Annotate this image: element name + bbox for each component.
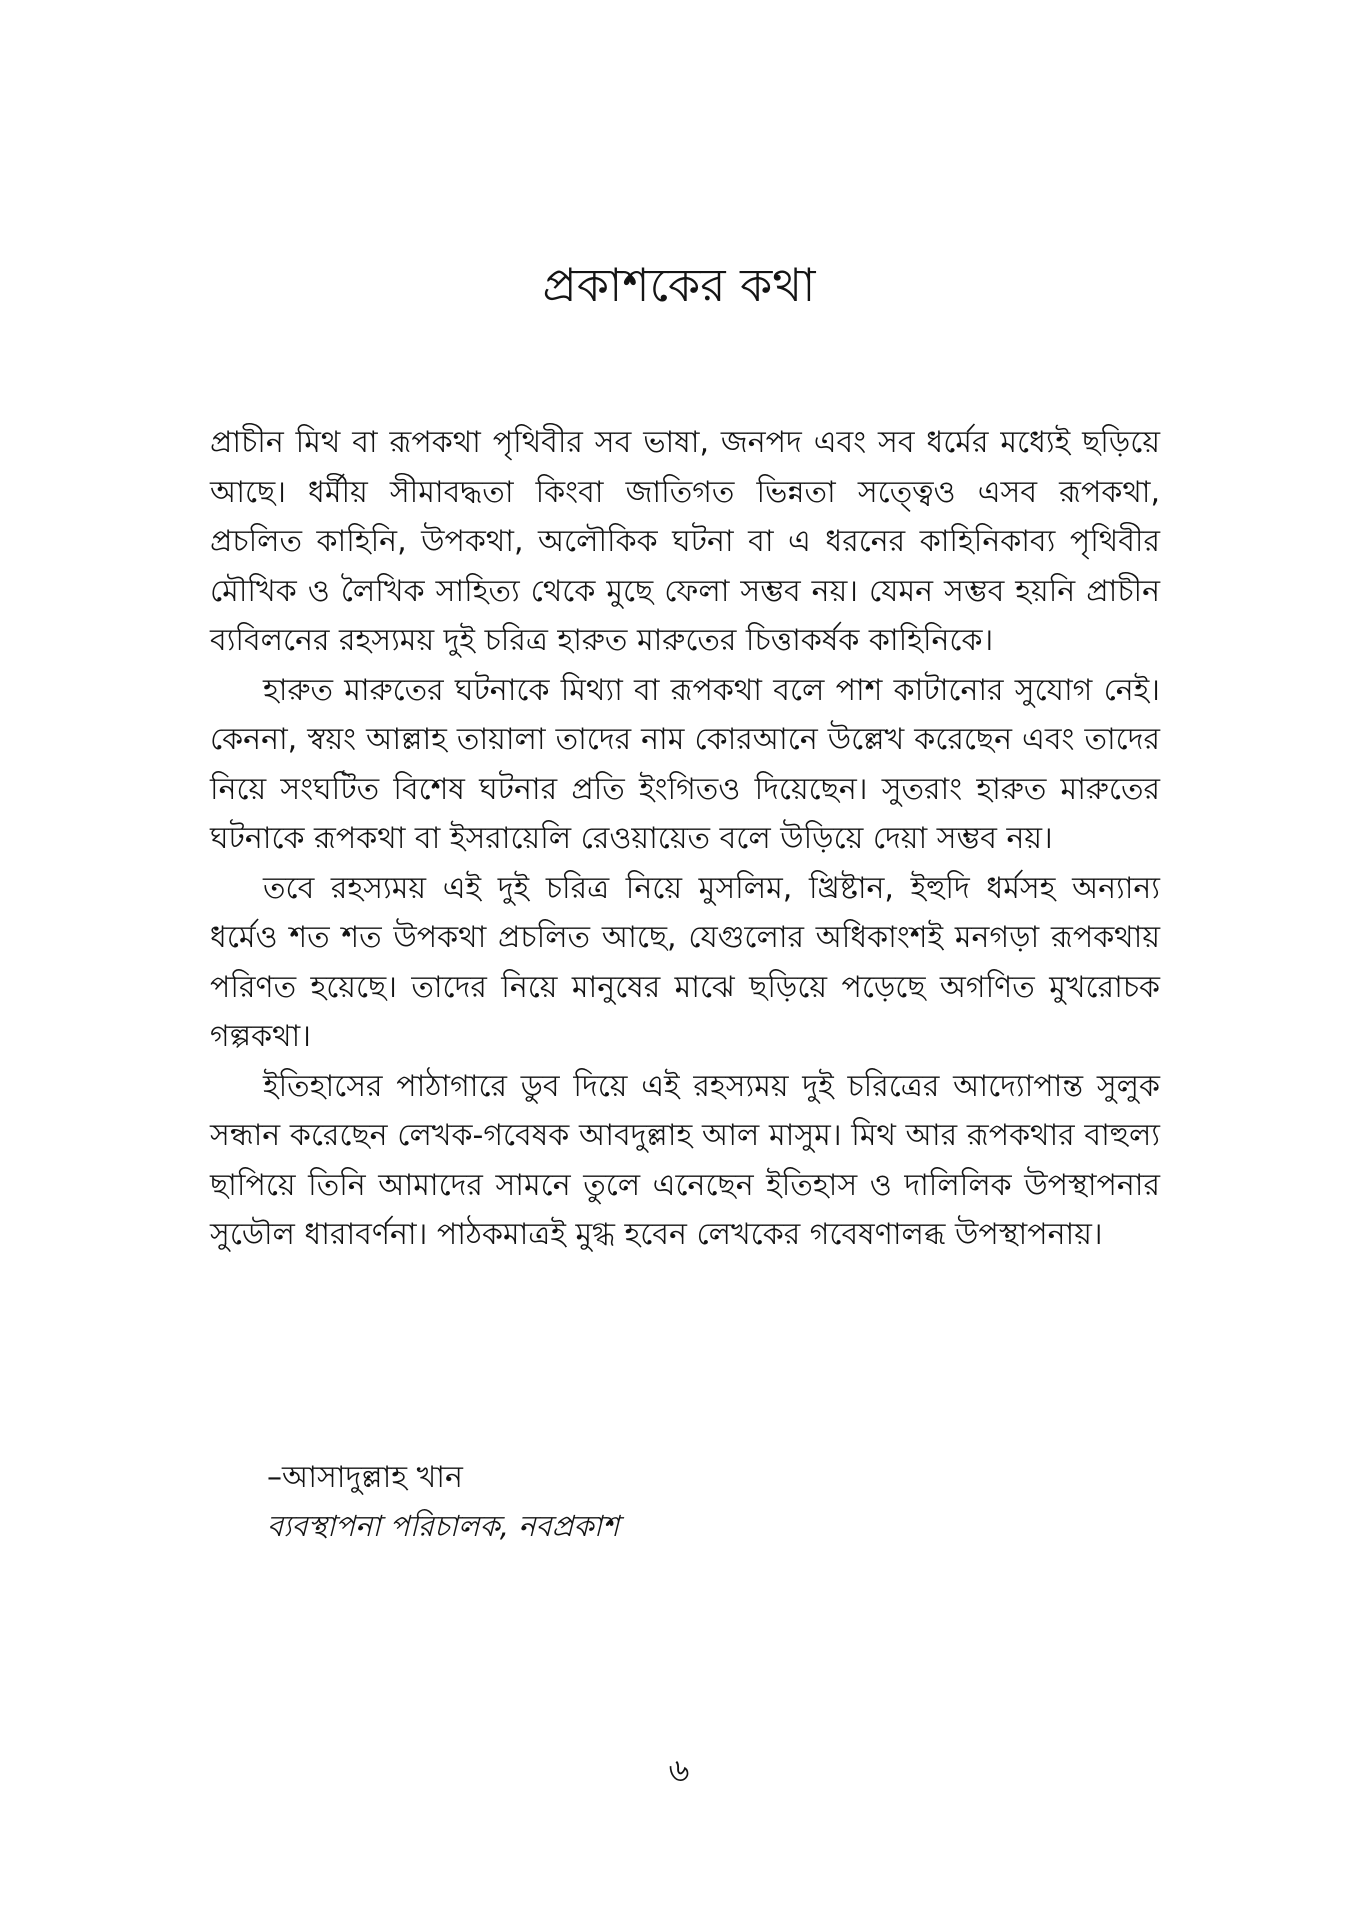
signature-block [267,1454,967,1550]
body-text [210,418,1160,1260]
page-title: প্রকাশকের কথা [542,258,816,312]
paragraph-3: তবে রহস্যময় এই দুই চরিত্র নিয়ে মুসলিম, খ্রিষ্টান, ইহুদি ধর্মসহ অন্যান্য ধর্মেও শত শত উপকথা প্রচলিত আছে, যেগুলোর অধিকাংশই মনগড়া রূপকথায় পরিণত হয়েছে। তাদের নিয়ে মানুষের মাঝে ছড়িয়ে পড়েছে অগণিত মুখরোচক গল্পকথা। [210,870,1160,1054]
signature-name: –আসাদুল্লাহ খান [267,1460,463,1495]
page-number: ৬ [668,1751,690,1789]
signature-role: ব্যবস্থাপনা পরিচালক, নবপ্রকাশ [267,1509,620,1543]
paragraph-2: হারুত মারুতের ঘটনাকে মিথ্যা বা রূপকথা বলে পাশ কাটানোর সুযোগ নেই। কেননা, স্বয়ং আল্লাহ তায়ালা তাদের নাম কোরআনে উল্লেখ করেছেন এবং তাদের নিয়ে সংঘটিত বিশেষ ঘটনার প্রতি ইংগিতও দিয়েছেন। সুতরাং হারুত মারুতের ঘটনাকে রূপকথা বা ইসরায়েলি রেওয়ায়েত বলে উড়িয়ে দেয়া সম্ভব নয়। [210,672,1160,856]
paragraph-1: প্রাচীন মিথ বা রূপকথা পৃথিবীর সব ভাষা, জনপদ এবং সব ধর্মের মধ্যেই ছড়িয়ে আছে। ধর্মীয় সীমাবদ্ধতা কিংবা জাতিগত ভিন্নতা সত্ত্বেও এসব রূপকথা, প্রচলিত কাহিনি, উপকথা, অলৌকিক ঘটনা বা এ ধরনের কাহিনিকাব্য পৃথিবীর মৌখিক ও লৈখিক সাহিত্য থেকে মুছে ফেলা সম্ভব নয়। যেমন সম্ভব হয়নি প্রাচীন ব্যবিলনের রহস্যময় দুই চরিত্র হারুত মারুতের চিত্তাকর্ষক কাহিনিকে। [210,425,1160,658]
paragraph-4: ইতিহাসের পাঠাগারে ডুব দিয়ে এই রহস্যময় দুই চরিত্রের আদ্যোপান্ত সুলুক সন্ধান করেছেন লেখক-গবেষক আবদুল্লাহ আল মাসুম। মিথ আর রূপকথার বাহুল্য ছাপিয়ে তিনি আমাদের সামনে তুলে এনেছেন ইতিহাস ও দালিলিক উপস্থাপনার সুডৌল ধারাবর্ণনা। পাঠকমাত্রই মুগ্ধ হবেন লেখকের গবেষণালব্ধ উপস্থাপনায়। [210,1068,1160,1252]
